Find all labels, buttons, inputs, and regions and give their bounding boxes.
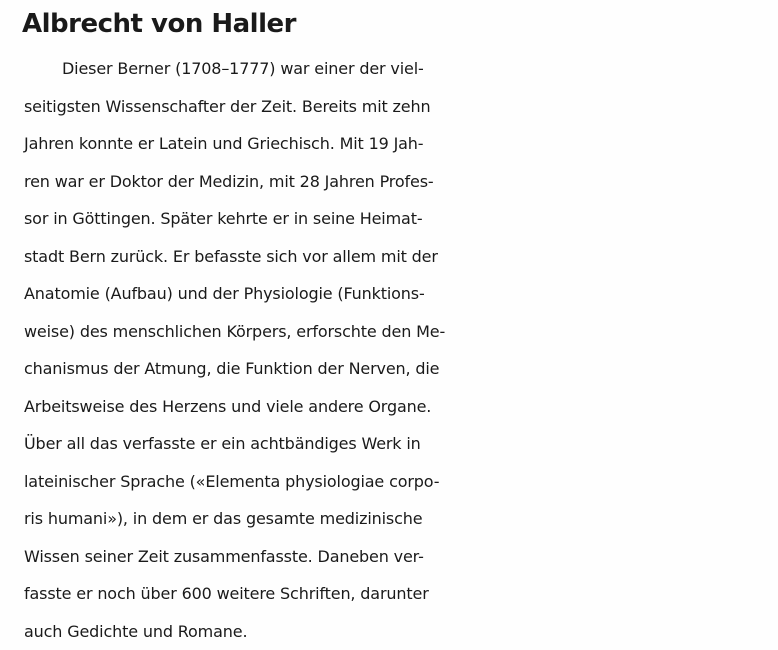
text-line: seitigsten Wissenschafter der Zeit. Bereits mit zehn [24, 96, 431, 116]
text-line: chanismus der Atmung, die Funktion der Nerven, die [24, 359, 440, 378]
article-title: Albrecht von Haller [22, 9, 296, 39]
text-line: stadt Bern zurück. Er befasste sich vor allem mit der [24, 246, 438, 266]
text-line: Über all das verfasste er ein achtbändiges Werk in [24, 434, 421, 453]
article-body [24, 50, 774, 650]
text-line: sor in Göttingen. Später kehrte er in seine Heimat- [24, 209, 423, 228]
text-line: ris humani»), in dem er das gesamte medizinische [24, 509, 423, 528]
text-line: auch Gedichte und Romane. [24, 621, 248, 641]
text-line: Jahren konnte er Latein und Griechisch. Mit 19 Jah- [24, 134, 424, 153]
text-line: Anatomie (Aufbau) und der Physiologie (Funktions- [24, 284, 425, 303]
text-line: Wissen seiner Zeit zusammenfasste. Daneben ver- [24, 546, 424, 566]
text-line: lateinischer Sprache («Elementa physiologiae corpo- [24, 471, 440, 491]
text-line: weise) des menschlichen Körpers, erforschte den Me- [24, 321, 446, 341]
text-line: Arbeitsweise des Herzens und viele andere Organe. [24, 396, 432, 416]
text-line: fasste er noch über 600 weitere Schriften, darunter [24, 584, 429, 603]
text-line: ren war er Doktor der Medizin, mit 28 Jahren Profes- [24, 171, 434, 191]
text-line: Dieser Berner (1708–1777) war einer der viel- [62, 59, 424, 78]
